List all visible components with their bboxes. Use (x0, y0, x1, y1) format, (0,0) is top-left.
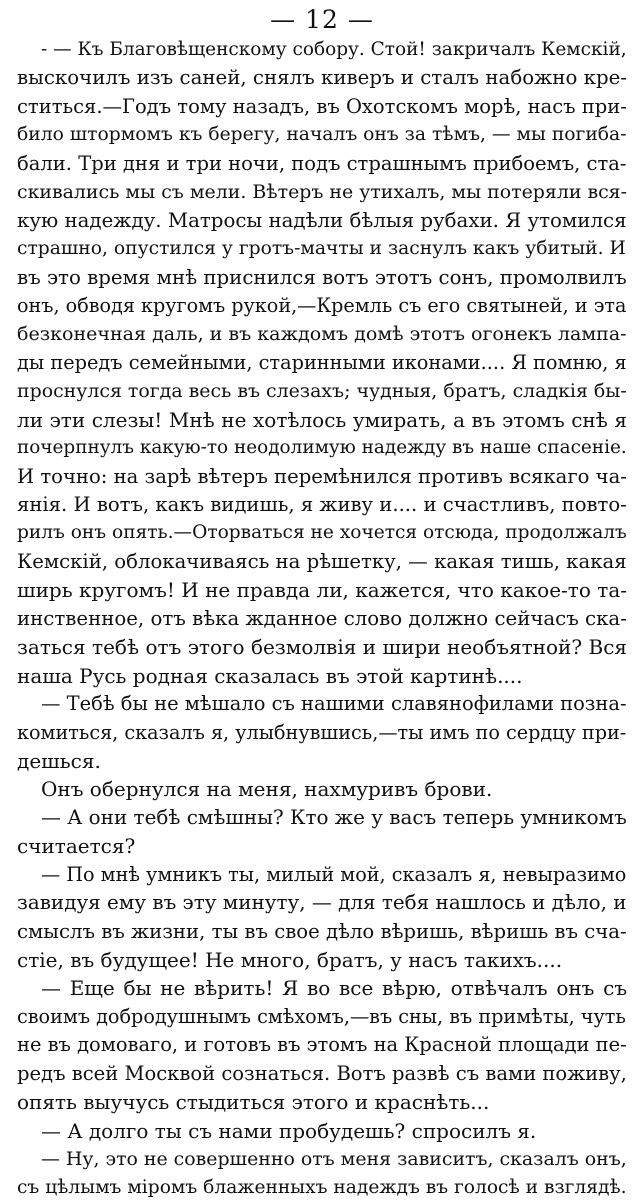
page-number: — 12 — (270, 5, 374, 34)
text-line: проснулся тогда весь въ слезахъ; чудныя, братъ, сладкія бы- (17, 380, 627, 403)
text-line: наша Русь родная сказалась въ этой картинѣ.... (17, 663, 523, 688)
text-line: рилъ онъ опять.—Оторваться не хочется отсюда, продолжалъ (17, 522, 627, 544)
text-line: скивались мы съ мели. Вѣтеръ не утихалъ, мы потеряли вся- (17, 181, 627, 204)
text-line: — По мнѣ умникъ ты, милый мой, сказалъ я, невыразимо (41, 862, 627, 886)
text-line: комиться, сказалъ я, улыбнувшись,—ты имъ по сердцу при- (17, 720, 627, 744)
body-text (17, 36, 627, 1202)
text-line: страшно, опустился у гротъ-мачты и заснулъ какъ убитый. И (17, 238, 626, 260)
text-line: завидуя ему въ эту минуту, — для тебя нашлось и дѣло, и (17, 891, 627, 915)
text-line: било штормомъ къ берегу, началъ онъ за тѣмъ, — мы погиба- (17, 124, 627, 146)
text-line: опять выучусь стыдиться этого и краснѣть... (17, 1090, 490, 1115)
text-line: смыслъ въ жизни, ты въ свое дѣло вѣришь, вѣришь въ сча- (17, 919, 627, 943)
text-line: дешься. (17, 748, 101, 773)
text-line: янія. И вотъ, какъ видишь, я живу и.... и счастливъ, повто- (17, 493, 627, 516)
text-line: стіе, въ будущее! Не много, братъ, у насъ такихъ.... (17, 948, 563, 972)
text-line: бали. Три дня и три ночи, подъ страшнымъ прибоемъ, ста- (17, 151, 627, 175)
text-line: ли эти слезы! Мнѣ не хотѣлось умирать, а въ этомъ снѣ я (17, 407, 627, 432)
text-line: въ это время мнѣ приснился вотъ этотъ сонъ, промолвилъ (17, 265, 627, 289)
text-line: не въ домоваго, и готовъ въ этомъ на Красной площади пе- (17, 1033, 627, 1057)
text-line: выскочилъ изъ саней, снялъ киверъ и сталъ набожно кре- (17, 66, 627, 90)
text-line: — А долго ты съ нами пробудешь? спросилъ я. (41, 1118, 537, 1143)
text-line: инственное, отъ вѣка жданное слово должно сейчасъ ска- (17, 606, 627, 630)
text-line: считается? (17, 834, 136, 859)
text-line: Онъ обернулся на меня, нахмуривъ брови. (41, 777, 493, 802)
text-line: И точно: на зарѣ вѣтеръ перемѣнился противъ всякаго ча- (17, 464, 627, 488)
text-line: онъ, обводя кругомъ рукой,—Кремль съ его святыней, и эта (17, 293, 627, 317)
text-line: - — Къ Благовѣщенскому собору. Стой! закричалъ Кемскій, (41, 39, 627, 60)
text-line: ширь кругомъ! И не правда ли, кажется, что какое-то та- (17, 578, 627, 603)
text-line: съ цѣлымъ міромъ блаженныхъ надеждъ въ голосѣ и взглядѣ. (17, 1176, 627, 1198)
text-line: — Ну, это не совершенно отъ меня зависитъ, сказалъ онъ, (41, 1148, 627, 1171)
text-line: безконечная даль, и въ каждомъ домѣ этотъ огонекъ лампа- (17, 323, 627, 346)
text-line: своимъ добродушнымъ смѣхомъ,—въ сны, въ примѣты, чуть (17, 1004, 626, 1028)
text-line: редъ всей Москвой сознаться. Вотъ развѣ съ вами поживу, (17, 1061, 627, 1085)
text-line: — Тебѣ бы не мѣшало съ нашими славянофилами позна- (41, 692, 627, 716)
text-line: ды передъ семейными, старинными иконами.... Я помню, я (17, 350, 627, 374)
text-line: Кемскій, облокачиваясь на рѣшетку, — какая тишь, какая (17, 549, 627, 573)
text-line: — Еще бы не вѣрить! Я во все вѣрю, отвѣчалъ онъ съ (41, 976, 627, 1001)
text-line: кую надежду. Матросы надѣли бѣлыя рубахи. Я утомился (17, 208, 627, 232)
text-line: ститься.—Годъ тому назадъ, въ Охотскомъ морѣ, насъ при- (17, 94, 627, 118)
text-line: почерпнулъ какую-то неодолимую надежду въ наше спасеніе. (17, 437, 627, 459)
text-line: заться тебѣ отъ этого безмолвія и шири необъятной? Вся (17, 635, 627, 660)
text-line: — А они тебѣ смѣшны? Кто же у васъ теперь умникомъ (41, 805, 627, 829)
